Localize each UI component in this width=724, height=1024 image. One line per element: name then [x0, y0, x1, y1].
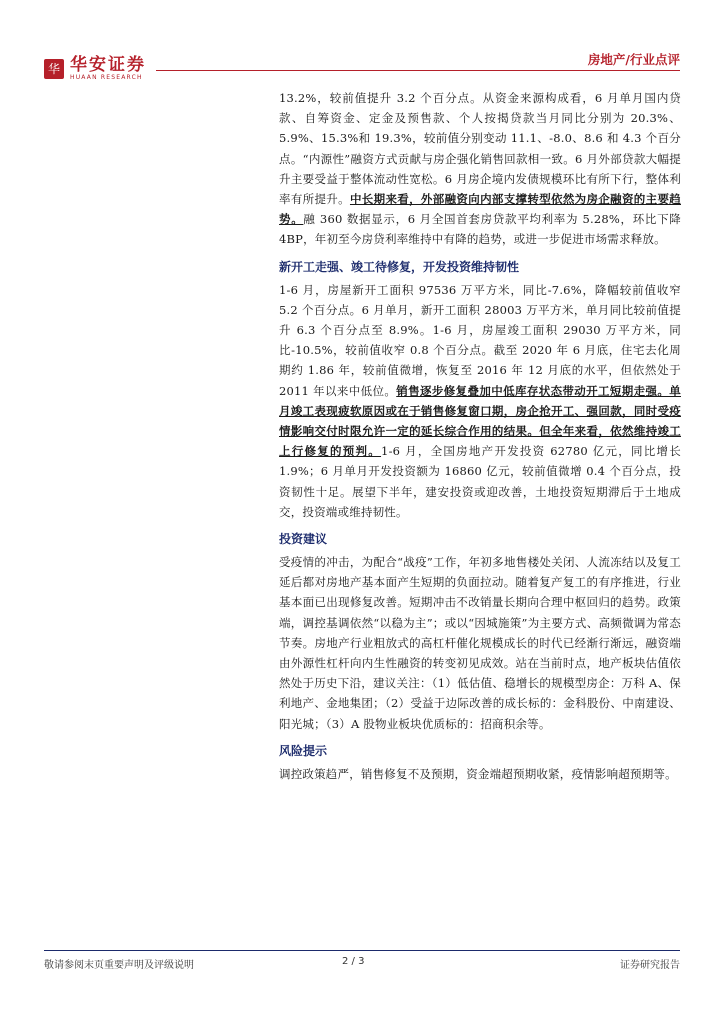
paragraph-text: 1-6 月，房屋新开工面积 97536 万平方米，同比-7.6%，降幅较前值收窄 5.2 个百分点。6 月单月，新开工面积 28003 万平方米，单月同比较前值提升 6.3 个百分点至 8.9%。1-6 月，房屋竣工面积 29030 万平方米，同比-10.5%，较前值收窄 0.8 个百分点。截至 2020 年 6 月底，住宅去化周期约 1.86 年，较前值微增，恢复至 2016 年 12 月底的水平，但依然处于 2011 年以来中低位。: [279, 282, 681, 398]
logo-name-en: HUAAN RESEARCH: [70, 74, 143, 81]
paragraph-financing: [279, 88, 681, 250]
paragraph-risk: 调控政策趋严，销售修复不及预期，资金端超预期收紧，疫情影响超预期等。: [279, 766, 677, 781]
logo-seal-icon: 华: [44, 59, 64, 79]
main-content: [279, 88, 681, 784]
paragraph-text: 1-6 月，全国房地产开发投资 62780 亿元，同比增长 1.9%；6 月单月开发投资额为 16860 亿元，较前值微增 0.4 个百分点，投资韧性十足。展望下半年，建安投资或迎改善，土地投资短期滞后于土地成交，投资端或维持韧性。: [279, 444, 681, 519]
section-title-investment-advice: 投资建议: [279, 532, 328, 547]
footer-report-type: 证券研究报告: [620, 960, 680, 971]
paragraph-investment-advice: 受疫情的冲击，为配合“战疫”工作，年初多地售楼处关闭、人流冻结以及复工延后都对房地产基本面产生短期的负面拉动。随着复产复工的有序推进，行业基本面已出现修复改善。短期冲击不改销量长期向合理中枢回归的趋势。政策端，调控基调依然“以稳为主”；或以“因城施策”为主要方式、高频微调为常态节奏。房地产行业粗放式的高杠杆催化规模成长的时代已经渐行渐远，融资端由外源性杠杆向内生性融资的转变初见成效。站在当前时点，地产板块估值依然处于历史下沿，建议关注：（1）低估值、稳增长的规模型房企：万科 A、保利地产、金地集团；（2）受益于边际改善的成长标的：金科股份、中南建设、阳光城；（3）A 股物业板块优质标的：招商积余等。: [279, 555, 681, 731]
logo-text: [70, 56, 146, 82]
logo-name-cn: 华安证券: [70, 55, 146, 75]
footer-disclaimer: 敬请参阅末页重要声明及评级说明: [44, 960, 194, 971]
header-divider: [156, 70, 680, 71]
footer-divider: [44, 950, 680, 951]
bold-highlight: 中长期来看，外部融资向内部支撑转型依然为房企融资的主要趋势。: [279, 192, 681, 227]
section-title-construction: 新开工走强、竣工待修复，开发投资维持韧性: [279, 259, 520, 274]
page-header: [0, 0, 724, 80]
paragraph-text: 13.2%，较前值提升 3.2 个百分点。从资金来源构成看，6 月单月国内贷款、自筹资金、定金及预售款、个人按揭贷款当月同比分别为 20.3%、5.9%、15.3%和 19.3%，较前值分别变动 11.1、-8.0、8.6 和 4.3 个百分点。“内源性”融资方式贡献与房企强化销售回款相一致。6 月外部贷款大幅提升主要受益于整体流动性宽松。6 月房企境内发债规模环比有所下行，整体利率有所提升。: [279, 91, 681, 207]
paragraph-text: 融 360 数据显示，6 月全国首套房贷款平均利率为 5.28%，环比下降 4BP，年初至今房贷利率维持中有降的趋势，或进一步促进市场需求释放。: [279, 212, 681, 247]
bold-highlight: 销售逐步修复叠加中低库存状态带动开工短期走强。单月竣工表现疲软原因或在于销售修复窗口期，房企抢开工、强回款，同时受疫情影响交付时限允许一定的延长综合作用的结果。但全年来看，依然维持竣工上行修复的预判。: [279, 383, 681, 459]
paragraph-construction: [279, 280, 681, 522]
report-category: 房地产/行业点评: [587, 52, 680, 67]
page-number: 2 / 3: [342, 956, 365, 967]
section-title-risk: 风险提示: [279, 743, 328, 758]
company-logo: [44, 56, 146, 82]
